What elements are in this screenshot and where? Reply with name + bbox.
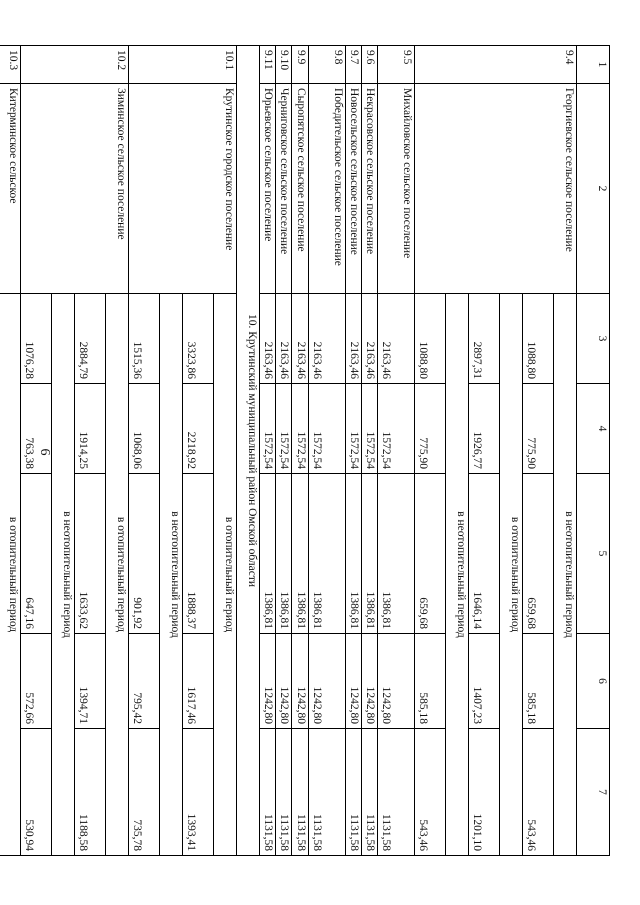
value-cell: 2163,46: [259, 294, 275, 384]
value-cell: 1572,54: [361, 384, 377, 474]
value-cell: 543,46: [415, 729, 446, 856]
table-row: [276, 46, 292, 856]
value-cell: 901,92: [128, 474, 159, 634]
value-cell: 1572,54: [378, 384, 415, 474]
value-cell: 1572,54: [276, 384, 292, 474]
value-cell: 1386,81: [259, 474, 275, 634]
value-cell: 1131,58: [345, 729, 361, 856]
row-name: Черниговское сельское поселение: [276, 84, 292, 294]
period-label: в отопительный период: [0, 294, 20, 856]
value-cell: 647,16: [20, 474, 51, 634]
value-cell: 763,38: [20, 384, 51, 474]
value-cell: 1188,58: [74, 729, 105, 856]
table-row: [259, 46, 275, 856]
period-label: в отопительный период: [500, 294, 523, 856]
period-label-row: [105, 46, 128, 856]
period-label-row: [554, 46, 577, 856]
table-row: [361, 46, 377, 856]
page-number: 6: [37, 448, 52, 456]
value-cell: 2218,92: [182, 384, 213, 474]
value-cell: 1242,80: [361, 634, 377, 729]
value-cell: 530,94: [20, 729, 51, 856]
value-cell: 1386,81: [276, 474, 292, 634]
period-label: в неотопительный период: [554, 294, 577, 856]
row-code: 9.6: [361, 46, 377, 84]
value-cell: 1242,80: [276, 634, 292, 729]
header-cell: 4: [577, 384, 610, 474]
value-cell: 1407,23: [469, 634, 500, 729]
value-cell: 1617,46: [182, 634, 213, 729]
value-cell: 1242,80: [292, 634, 308, 729]
value-cell: 1572,54: [259, 384, 275, 474]
value-cell: 1088,80: [523, 294, 554, 384]
tariff-table: [0, 45, 610, 856]
value-cell: 1131,58: [259, 729, 275, 856]
row-name: Победительское сельское поселение: [308, 84, 345, 294]
header-cell: 2: [577, 84, 610, 294]
period-label: в отопительный период: [213, 294, 236, 856]
value-cell: 1633,62: [74, 474, 105, 634]
row-code: 9.10: [276, 46, 292, 84]
row-name: Китерминское сельское: [0, 84, 20, 294]
header-cell: 1: [577, 46, 610, 84]
rotated-table-wrapper: [6, 45, 610, 855]
value-cell: 1386,81: [378, 474, 415, 634]
section-heading: 10. Крутинский муниципальный район Омской области: [236, 46, 259, 856]
value-cell: 1242,80: [308, 634, 345, 729]
row-code: 9.5: [378, 46, 415, 84]
value-cell: 1088,80: [415, 294, 446, 384]
value-cell: 572,66: [20, 634, 51, 729]
value-cell: 2163,46: [292, 294, 308, 384]
value-cell: 775,90: [523, 384, 554, 474]
table-row: [308, 46, 345, 856]
value-cell: 659,68: [523, 474, 554, 634]
value-cell: 1572,54: [308, 384, 345, 474]
value-cell: 1888,37: [182, 474, 213, 634]
header-cell: 7: [577, 729, 610, 856]
row-code: 10.3: [0, 46, 20, 84]
header-cell: 5: [577, 474, 610, 634]
row-code: 9.9: [292, 46, 308, 84]
value-cell: 775,90: [415, 384, 446, 474]
period-label-row: [0, 46, 20, 856]
row-code: 9.7: [345, 46, 361, 84]
row-code: 10.1: [128, 46, 236, 84]
value-cell: 1068,06: [128, 384, 159, 474]
value-cell: 1242,80: [378, 634, 415, 729]
row-name: Юрьевское сельское поселение: [259, 84, 275, 294]
value-cell: 1572,54: [345, 384, 361, 474]
value-cell: 1131,58: [276, 729, 292, 856]
value-cell: 1394,71: [74, 634, 105, 729]
section-heading-row: [236, 46, 259, 856]
value-cell: 585,18: [523, 634, 554, 729]
value-cell: 2163,46: [276, 294, 292, 384]
period-label: в неотопительный период: [446, 294, 469, 856]
value-cell: 2163,46: [378, 294, 415, 384]
row-code: 9.8: [308, 46, 345, 84]
value-cell: 2163,46: [308, 294, 345, 384]
value-cell: 1201,10: [469, 729, 500, 856]
value-cell: 795,42: [128, 634, 159, 729]
value-cell: 1386,81: [361, 474, 377, 634]
value-cell: 1393,41: [182, 729, 213, 856]
table-row: [345, 46, 361, 856]
row-name: Некрасовское сельское поселение: [361, 84, 377, 294]
value-cell: 1386,81: [308, 474, 345, 634]
value-cell: 1131,58: [378, 729, 415, 856]
value-cell: 2163,46: [345, 294, 361, 384]
value-cell: 1386,81: [292, 474, 308, 634]
value-cell: 1131,58: [292, 729, 308, 856]
value-cell: 1572,54: [292, 384, 308, 474]
value-cell: 1515,36: [128, 294, 159, 384]
value-cell: 1386,81: [345, 474, 361, 634]
value-cell: 1076,28: [20, 294, 51, 384]
header-cell: 6: [577, 634, 610, 729]
value-cell: 735,78: [128, 729, 159, 856]
table-row: [378, 46, 415, 856]
value-cell: 585,18: [415, 634, 446, 729]
header-row: [577, 46, 610, 856]
table-row: [292, 46, 308, 856]
value-cell: 3323,86: [182, 294, 213, 384]
period-label-row: [213, 46, 236, 856]
value-cell: 1926,77: [469, 384, 500, 474]
value-cell: 659,68: [415, 474, 446, 634]
row-name: Новосельское сельское поселение: [345, 84, 361, 294]
period-label: в отопительный период: [105, 294, 128, 856]
value-cell: 2884,79: [74, 294, 105, 384]
row-name: Крутинское городское поселение: [128, 84, 236, 294]
value-cell: 2897,31: [469, 294, 500, 384]
row-name: Георгиевское сельское поселение: [415, 84, 577, 294]
row-name: Сыропятское сельское поселение: [292, 84, 308, 294]
value-cell: 1914,25: [74, 384, 105, 474]
value-cell: 1131,58: [308, 729, 345, 856]
value-cell: 543,46: [523, 729, 554, 856]
period-label: в неотопительный период: [159, 294, 182, 856]
value-cell: 2163,46: [361, 294, 377, 384]
row-name: Зиминское сельское поселение: [20, 84, 128, 294]
row-code: 9.11: [259, 46, 275, 84]
period-label: в неотопительный период: [51, 294, 74, 856]
value-cell: 1242,80: [259, 634, 275, 729]
value-cell: 1242,80: [345, 634, 361, 729]
value-cell: 1646,14: [469, 474, 500, 634]
value-cell: 1131,58: [361, 729, 377, 856]
row-code: 9.4: [415, 46, 577, 84]
row-code: 10.2: [20, 46, 128, 84]
header-cell: 3: [577, 294, 610, 384]
row-name: Михайловское сельское поселение: [378, 84, 415, 294]
